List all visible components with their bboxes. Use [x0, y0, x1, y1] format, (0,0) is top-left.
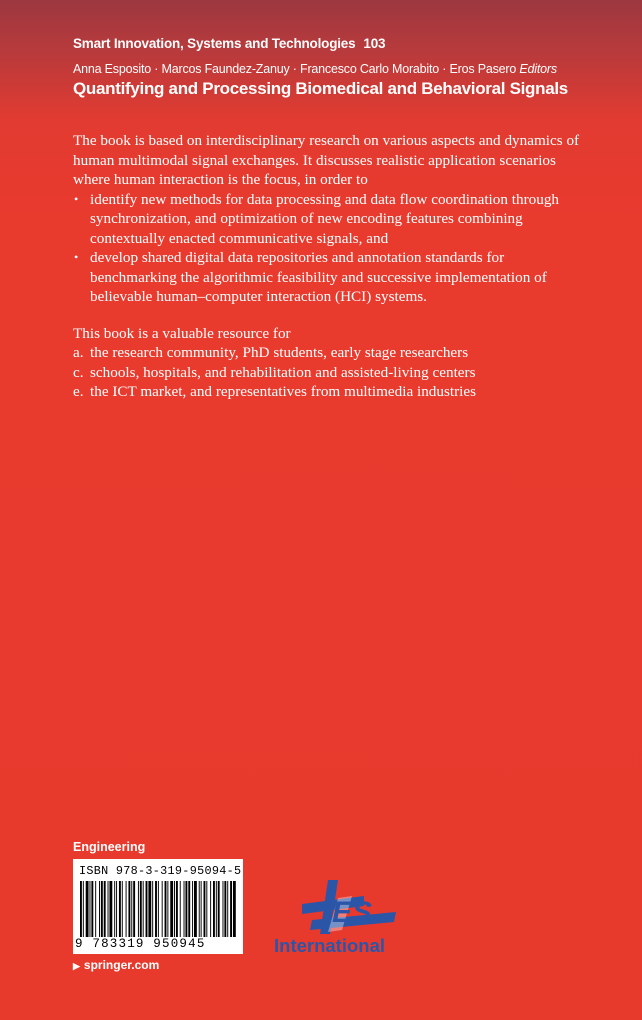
intro-paragraph: The book is based on interdisciplinary research on various aspects and dynamics of human multimodal signal exchanges. It discusses realistic application scenarios where human interaction is the focus, in order to: [73, 132, 580, 188]
barcode-bar: [128, 881, 130, 937]
barcode-bar: [224, 881, 226, 937]
barcode-bar: [140, 881, 142, 937]
barcode-bar: [146, 881, 148, 937]
barcode-bars-icon: [80, 881, 236, 937]
isbn-text: ISBN 978-3-319-95094-5: [79, 864, 242, 878]
barcode-bar: [201, 881, 202, 937]
resource-intro: This book is a valuable resource for: [73, 324, 291, 342]
barcode-bar: [180, 881, 181, 937]
bullet-text: identify new methods for data processing and data flow coordination through synchronization, and optimization of new encoding features combining contextually enacted communicative signals, and: [90, 190, 560, 247]
audience-text: the ICT market, and representatives from multimedia industries: [90, 383, 477, 400]
arrow-icon: ▶: [73, 961, 80, 971]
cover-header: [73, 36, 622, 99]
list-marker: c.: [73, 363, 84, 381]
barcode-bar: [206, 881, 207, 937]
barcode-bar: [86, 881, 89, 937]
barcode-bar: [114, 881, 115, 937]
barcode-bar: [119, 881, 121, 937]
svg-text:ES: ES: [332, 896, 373, 929]
series-volume: 103: [363, 36, 386, 51]
barcode-bar: [126, 881, 127, 937]
list-item: [73, 343, 593, 363]
barcode-bar: [95, 881, 96, 937]
barcode-bar: [199, 881, 200, 937]
list-item: [73, 248, 593, 307]
barcode-bar: [116, 881, 117, 937]
barcode-bar: [90, 881, 91, 937]
kes-emblem-icon: [302, 880, 396, 934]
aims-list: [73, 190, 593, 307]
barcode-bar: [170, 881, 173, 937]
barcode-bar: [174, 881, 175, 937]
logo-text: International: [274, 935, 386, 956]
barcode-bar: [143, 881, 144, 937]
isbn-barcode: [73, 859, 243, 954]
bullet-text: develop shared digital data repositories and annotation standards for benchmarking the algorithmic feasibility and successive implementation of believable human–computer interaction (HCI) systems.: [90, 249, 547, 305]
audience-text: the research community, PhD students, early stage researchers: [90, 344, 469, 361]
barcode-bar: [131, 881, 132, 937]
barcode-bar: [83, 881, 84, 937]
barcode-bar: [230, 881, 232, 937]
editor-names: Anna Esposito · Marcos Faundez-Zanuy · Francesco Carlo Morabito · Eros Pasero: [73, 62, 517, 76]
barcode-bar: [155, 881, 157, 937]
barcode-bar: [176, 881, 178, 937]
barcode-bar: [158, 881, 159, 937]
barcode-bar: [213, 881, 215, 937]
bullet-icon: •: [74, 191, 79, 206]
barcode-bar: [162, 881, 163, 937]
audience-text: schools, hospitals, and rehabilitation and assisted-living centers: [90, 363, 476, 381]
barcode-bar: [148, 881, 151, 937]
barcode-bar: [192, 881, 193, 937]
list-item: [73, 363, 593, 383]
list-marker: e.: [73, 383, 84, 400]
barcode-bar: [108, 881, 109, 937]
list-item: [73, 382, 593, 402]
barcode-bar: [227, 881, 228, 937]
series-line: [73, 36, 622, 51]
list-marker: a.: [73, 344, 84, 361]
barcode-bar: [133, 881, 135, 937]
barcode-bar: [184, 881, 185, 937]
barcode-bar: [165, 881, 167, 937]
barcode-bar: [91, 881, 93, 937]
ean-digits: 9 783319 950945: [75, 937, 206, 951]
barcode-bar: [99, 881, 100, 937]
url-text: springer.com: [83, 958, 160, 972]
barcode-bar: [194, 881, 197, 937]
barcode-bar: [80, 881, 82, 937]
barcode-bar: [216, 881, 217, 937]
barcode-bar: [101, 881, 103, 937]
subject-label: Engineering: [73, 840, 146, 854]
publisher-url[interactable]: [73, 958, 159, 972]
barcode-bar: [223, 881, 224, 937]
list-item: [73, 190, 593, 249]
bullet-icon: •: [74, 250, 79, 264]
barcode-bar: [233, 881, 236, 937]
audience-list: [73, 343, 593, 402]
barcode-bar: [185, 881, 187, 937]
barcode-bar: [210, 881, 211, 937]
barcode-bar: [138, 881, 139, 937]
barcode-bar: [152, 881, 153, 937]
book-title: Quantifying and Processing Biomedical and Behavioral Signals: [73, 79, 568, 98]
barcode-bar: [104, 881, 106, 937]
blurb: [73, 131, 593, 402]
editors-role: Editors: [519, 62, 557, 76]
series-name: Smart Innovation, Systems and Technologies: [73, 36, 356, 51]
barcode-bar: [188, 881, 190, 937]
barcode-bar: [204, 881, 206, 937]
editors-line: [73, 62, 622, 76]
barcode-bar: [167, 881, 168, 937]
barcode-bar: [109, 881, 112, 937]
kes-international-logo: [272, 876, 400, 956]
barcode-bar: [122, 881, 123, 937]
barcode-bar: [218, 881, 220, 937]
